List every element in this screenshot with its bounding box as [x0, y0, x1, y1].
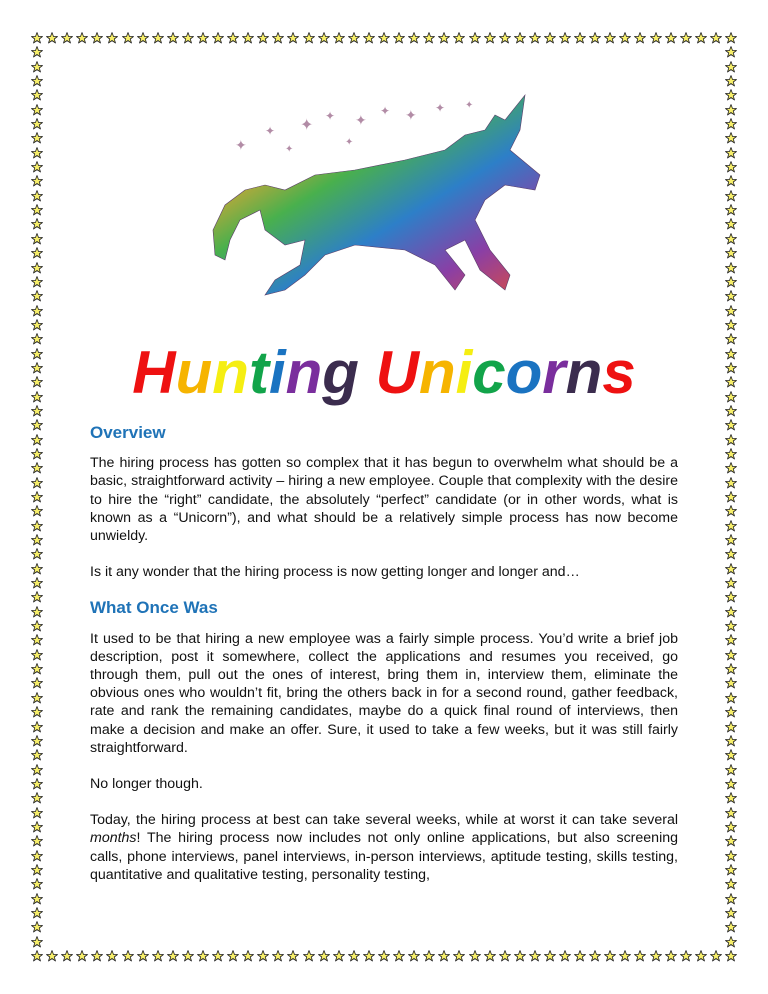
star-icon — [665, 32, 677, 44]
star-icon — [31, 276, 43, 288]
star-icon — [31, 247, 43, 259]
star-icon — [257, 32, 269, 44]
star-icon — [31, 878, 43, 890]
overview-paragraph-2: Is it any wonder that the hiring process is now getting longer and longer and… — [90, 564, 580, 581]
star-icon — [31, 75, 43, 87]
star-icon — [529, 32, 541, 44]
unicorn-illustration — [205, 90, 555, 320]
star-icon — [31, 778, 43, 790]
star-icon — [31, 419, 43, 431]
star-icon — [499, 950, 511, 962]
star-icon — [514, 950, 526, 962]
star-icon — [31, 864, 43, 876]
title-letter: i — [455, 339, 473, 406]
star-icon — [725, 749, 737, 761]
title-letter: c — [472, 339, 506, 406]
title-letter: s — [602, 339, 636, 406]
star-icon — [695, 32, 707, 44]
star-icon — [31, 792, 43, 804]
star-icon — [31, 850, 43, 862]
star-icon — [634, 950, 646, 962]
star-icon — [680, 950, 692, 962]
star-icon — [61, 32, 73, 44]
star-icon — [31, 190, 43, 202]
svg-text:✦: ✦ — [235, 137, 247, 153]
star-icon — [31, 491, 43, 503]
star-icon — [91, 32, 103, 44]
what-once-was-paragraph-1: It used to be that hiring a new employee was a fairly simple process. You’d write a brief job description, post it somewhere, collect the applications and resumes you received, go through them, pull out the ones of interest, bring them in, interview them, eliminate the obvious ones who wouldn’t fit, bring the others back in for a second round, gather feedback, rate and rank the remaining candidates, maybe do a quick final round of interviews, then make a decision and make an offer. Sure, it used to take a few weeks, but it was still fairly straightforward. — [90, 630, 678, 756]
star-icon — [559, 32, 571, 44]
star-icon — [619, 32, 631, 44]
star-icon — [197, 950, 209, 962]
star-icon — [725, 290, 737, 302]
star-icon — [167, 32, 179, 44]
star-icon — [31, 61, 43, 73]
title-letter: n — [212, 339, 249, 406]
star-icon — [619, 950, 631, 962]
star-icon — [725, 434, 737, 446]
text-run: ! The hiring process now includes not only online applications, but also screening calls, phone interviews, panel interviews, in-person interviews, aptitude testing, skills testing, quantitative and qualitative testing, personality testing, — [90, 830, 678, 883]
star-icon — [318, 32, 330, 44]
star-icon — [137, 950, 149, 962]
star-icon — [725, 649, 737, 661]
star-icon — [31, 147, 43, 159]
star-icon — [257, 950, 269, 962]
star-icon — [725, 161, 737, 173]
star-icon — [725, 921, 737, 933]
star-icon — [650, 950, 662, 962]
title-letter: g — [322, 339, 359, 406]
star-icon — [31, 161, 43, 173]
star-icon — [725, 448, 737, 460]
star-icon — [725, 835, 737, 847]
star-icon — [197, 32, 209, 44]
star-icon — [31, 477, 43, 489]
svg-text:✦: ✦ — [265, 124, 276, 138]
star-icon — [31, 505, 43, 517]
star-icon — [725, 520, 737, 532]
star-icon — [725, 419, 737, 431]
star-icon — [31, 319, 43, 331]
svg-text:✦: ✦ — [380, 104, 391, 118]
star-icon — [31, 204, 43, 216]
svg-text:✦: ✦ — [345, 137, 354, 148]
star-icon — [212, 32, 224, 44]
star-icon — [725, 850, 737, 862]
star-icon — [725, 534, 737, 546]
star-icon — [589, 32, 601, 44]
star-icon — [725, 634, 737, 646]
star-icon — [31, 950, 43, 962]
what-once-was-heading: What Once Was — [90, 598, 218, 618]
star-icon — [725, 104, 737, 116]
title-letter: r — [542, 339, 566, 406]
star-icon — [725, 477, 737, 489]
star-icon — [725, 46, 737, 58]
star-icon — [725, 893, 737, 905]
star-icon — [122, 950, 134, 962]
overview-heading: Overview — [90, 423, 166, 442]
star-icon — [469, 950, 481, 962]
star-icon — [212, 950, 224, 962]
star-icon — [393, 950, 405, 962]
star-icon — [287, 950, 299, 962]
title-letter: o — [505, 339, 543, 406]
star-icon — [725, 462, 737, 474]
star-icon — [31, 591, 43, 603]
star-icon — [423, 32, 435, 44]
title-letter: n — [418, 339, 456, 406]
star-icon — [31, 290, 43, 302]
star-icon — [31, 218, 43, 230]
star-icon — [650, 32, 662, 44]
star-icon — [634, 32, 646, 44]
star-icon — [137, 32, 149, 44]
star-icon — [272, 32, 284, 44]
svg-text:✦: ✦ — [325, 109, 336, 123]
star-icon — [31, 807, 43, 819]
star-icon — [725, 118, 737, 130]
star-icon — [76, 32, 88, 44]
star-icon — [242, 32, 254, 44]
star-icon — [61, 950, 73, 962]
star-icon — [46, 950, 58, 962]
star-icon — [378, 950, 390, 962]
star-icon — [31, 692, 43, 704]
star-icon — [725, 75, 737, 87]
star-icon — [725, 721, 737, 733]
star-icon — [272, 950, 284, 962]
star-icon — [725, 262, 737, 274]
star-icon — [152, 950, 164, 962]
star-icon — [31, 104, 43, 116]
star-icon — [76, 950, 88, 962]
star-icon — [725, 319, 737, 331]
svg-text:✦: ✦ — [285, 144, 294, 155]
star-icon — [31, 620, 43, 632]
star-icon — [725, 591, 737, 603]
star-icon — [31, 118, 43, 130]
star-icon — [31, 32, 43, 44]
star-icon — [529, 950, 541, 962]
overview-paragraph-1: The hiring process has gotten so complex that it has begun to overwhelm what should be a basic, straightforward activity – hiring a new employee. Couple that complexity with the desire to hire the “right” candidate, the absolutely “perfect” candidate (or in other words, what is known as a “Unicorn”), and what should be a relatively simple process has now become unwieldy. — [90, 455, 678, 545]
star-icon — [725, 491, 737, 503]
star-icon — [725, 778, 737, 790]
star-icon — [31, 132, 43, 144]
star-icon — [318, 950, 330, 962]
star-icon — [31, 520, 43, 532]
title-letter: U — [375, 339, 419, 406]
star-icon — [182, 950, 194, 962]
star-icon — [725, 764, 737, 776]
star-icon — [408, 950, 420, 962]
title-letter — [359, 339, 376, 406]
star-icon — [303, 950, 315, 962]
star-icon — [31, 749, 43, 761]
text-run: Today, the hiring process at best can take several weeks, while at worst it can take several — [90, 812, 678, 829]
document-body — [90, 424, 678, 902]
svg-text:✦: ✦ — [435, 101, 446, 115]
star-icon — [725, 706, 737, 718]
star-icon — [31, 606, 43, 618]
star-icon — [725, 677, 737, 689]
star-icon — [665, 950, 677, 962]
star-icon — [438, 32, 450, 44]
star-icon — [710, 950, 722, 962]
star-icon — [725, 563, 737, 575]
star-icon — [91, 950, 103, 962]
star-icon — [725, 663, 737, 675]
star-icon — [725, 735, 737, 747]
star-icon — [31, 175, 43, 187]
star-icon — [31, 907, 43, 919]
svg-text:✦: ✦ — [465, 100, 474, 111]
document-title — [0, 338, 768, 407]
star-icon — [725, 950, 737, 962]
title-letter: i — [268, 339, 286, 406]
star-icon — [499, 32, 511, 44]
star-icon — [46, 32, 58, 44]
star-icon — [604, 32, 616, 44]
title-letter: t — [248, 339, 269, 406]
star-icon — [31, 893, 43, 905]
star-icon — [544, 32, 556, 44]
star-icon — [725, 132, 737, 144]
star-icon — [242, 950, 254, 962]
star-icon — [31, 663, 43, 675]
star-icon — [514, 32, 526, 44]
star-icon — [333, 950, 345, 962]
star-icon — [122, 32, 134, 44]
star-icon — [31, 534, 43, 546]
star-icon — [423, 950, 435, 962]
star-icon — [725, 821, 737, 833]
star-icon — [725, 32, 737, 44]
star-icon — [31, 233, 43, 245]
star-icon — [31, 921, 43, 933]
star-icon — [31, 262, 43, 274]
title-letter: n — [285, 339, 323, 406]
star-icon — [31, 649, 43, 661]
emphasis-text: months — [90, 830, 137, 847]
star-icon — [725, 247, 737, 259]
star-icon — [31, 936, 43, 948]
star-icon — [408, 32, 420, 44]
star-icon — [725, 305, 737, 317]
star-icon — [453, 950, 465, 962]
star-icon — [31, 577, 43, 589]
star-icon — [725, 577, 737, 589]
star-icon — [227, 32, 239, 44]
title-letter: u — [175, 339, 213, 406]
star-icon — [484, 32, 496, 44]
star-icon — [725, 175, 737, 187]
star-icon — [106, 950, 118, 962]
star-icon — [31, 462, 43, 474]
star-icon — [725, 204, 737, 216]
star-icon — [227, 950, 239, 962]
star-icon — [363, 950, 375, 962]
star-icon — [31, 548, 43, 560]
svg-text:✦: ✦ — [405, 107, 417, 123]
star-icon — [725, 864, 737, 876]
star-icon — [363, 32, 375, 44]
star-icon — [725, 878, 737, 890]
star-icon — [333, 32, 345, 44]
star-icon — [725, 218, 737, 230]
star-icon — [453, 32, 465, 44]
star-icon — [31, 677, 43, 689]
star-icon — [152, 32, 164, 44]
what-once-was-paragraph-3 — [90, 811, 678, 884]
star-icon — [589, 950, 601, 962]
star-icon — [725, 792, 737, 804]
star-icon — [544, 950, 556, 962]
star-icon — [469, 32, 481, 44]
star-icon — [31, 706, 43, 718]
star-icon — [31, 735, 43, 747]
star-icon — [393, 32, 405, 44]
star-icon — [725, 907, 737, 919]
star-icon — [31, 721, 43, 733]
star-icon — [559, 950, 571, 962]
star-icon — [31, 634, 43, 646]
star-icon — [348, 32, 360, 44]
star-icon — [574, 950, 586, 962]
star-icon — [725, 190, 737, 202]
star-icon — [348, 950, 360, 962]
star-icon — [725, 233, 737, 245]
star-icon — [695, 950, 707, 962]
star-icon — [31, 89, 43, 101]
star-icon — [167, 950, 179, 962]
star-icon — [725, 61, 737, 73]
star-icon — [31, 835, 43, 847]
star-icon — [31, 764, 43, 776]
star-icon — [31, 305, 43, 317]
star-icon — [303, 32, 315, 44]
star-icon — [604, 950, 616, 962]
star-icon — [725, 147, 737, 159]
star-icon — [725, 807, 737, 819]
title-letter: H — [132, 339, 176, 406]
star-icon — [574, 32, 586, 44]
star-icon — [287, 32, 299, 44]
star-icon — [725, 548, 737, 560]
star-icon — [378, 32, 390, 44]
star-icon — [484, 950, 496, 962]
star-icon — [182, 32, 194, 44]
star-icon — [31, 434, 43, 446]
svg-text:✦: ✦ — [300, 117, 314, 134]
star-icon — [725, 505, 737, 517]
star-icon — [31, 46, 43, 58]
svg-text:✦: ✦ — [355, 112, 367, 128]
star-icon — [725, 606, 737, 618]
title-letter: n — [565, 339, 603, 406]
star-icon — [725, 276, 737, 288]
what-once-was-paragraph-2: No longer though. — [90, 776, 203, 793]
star-icon — [31, 821, 43, 833]
star-icon — [680, 32, 692, 44]
star-icon — [710, 32, 722, 44]
star-icon — [725, 692, 737, 704]
star-icon — [31, 448, 43, 460]
star-icon — [106, 32, 118, 44]
star-icon — [725, 620, 737, 632]
star-icon — [725, 89, 737, 101]
star-icon — [725, 936, 737, 948]
star-icon — [31, 563, 43, 575]
star-icon — [438, 950, 450, 962]
